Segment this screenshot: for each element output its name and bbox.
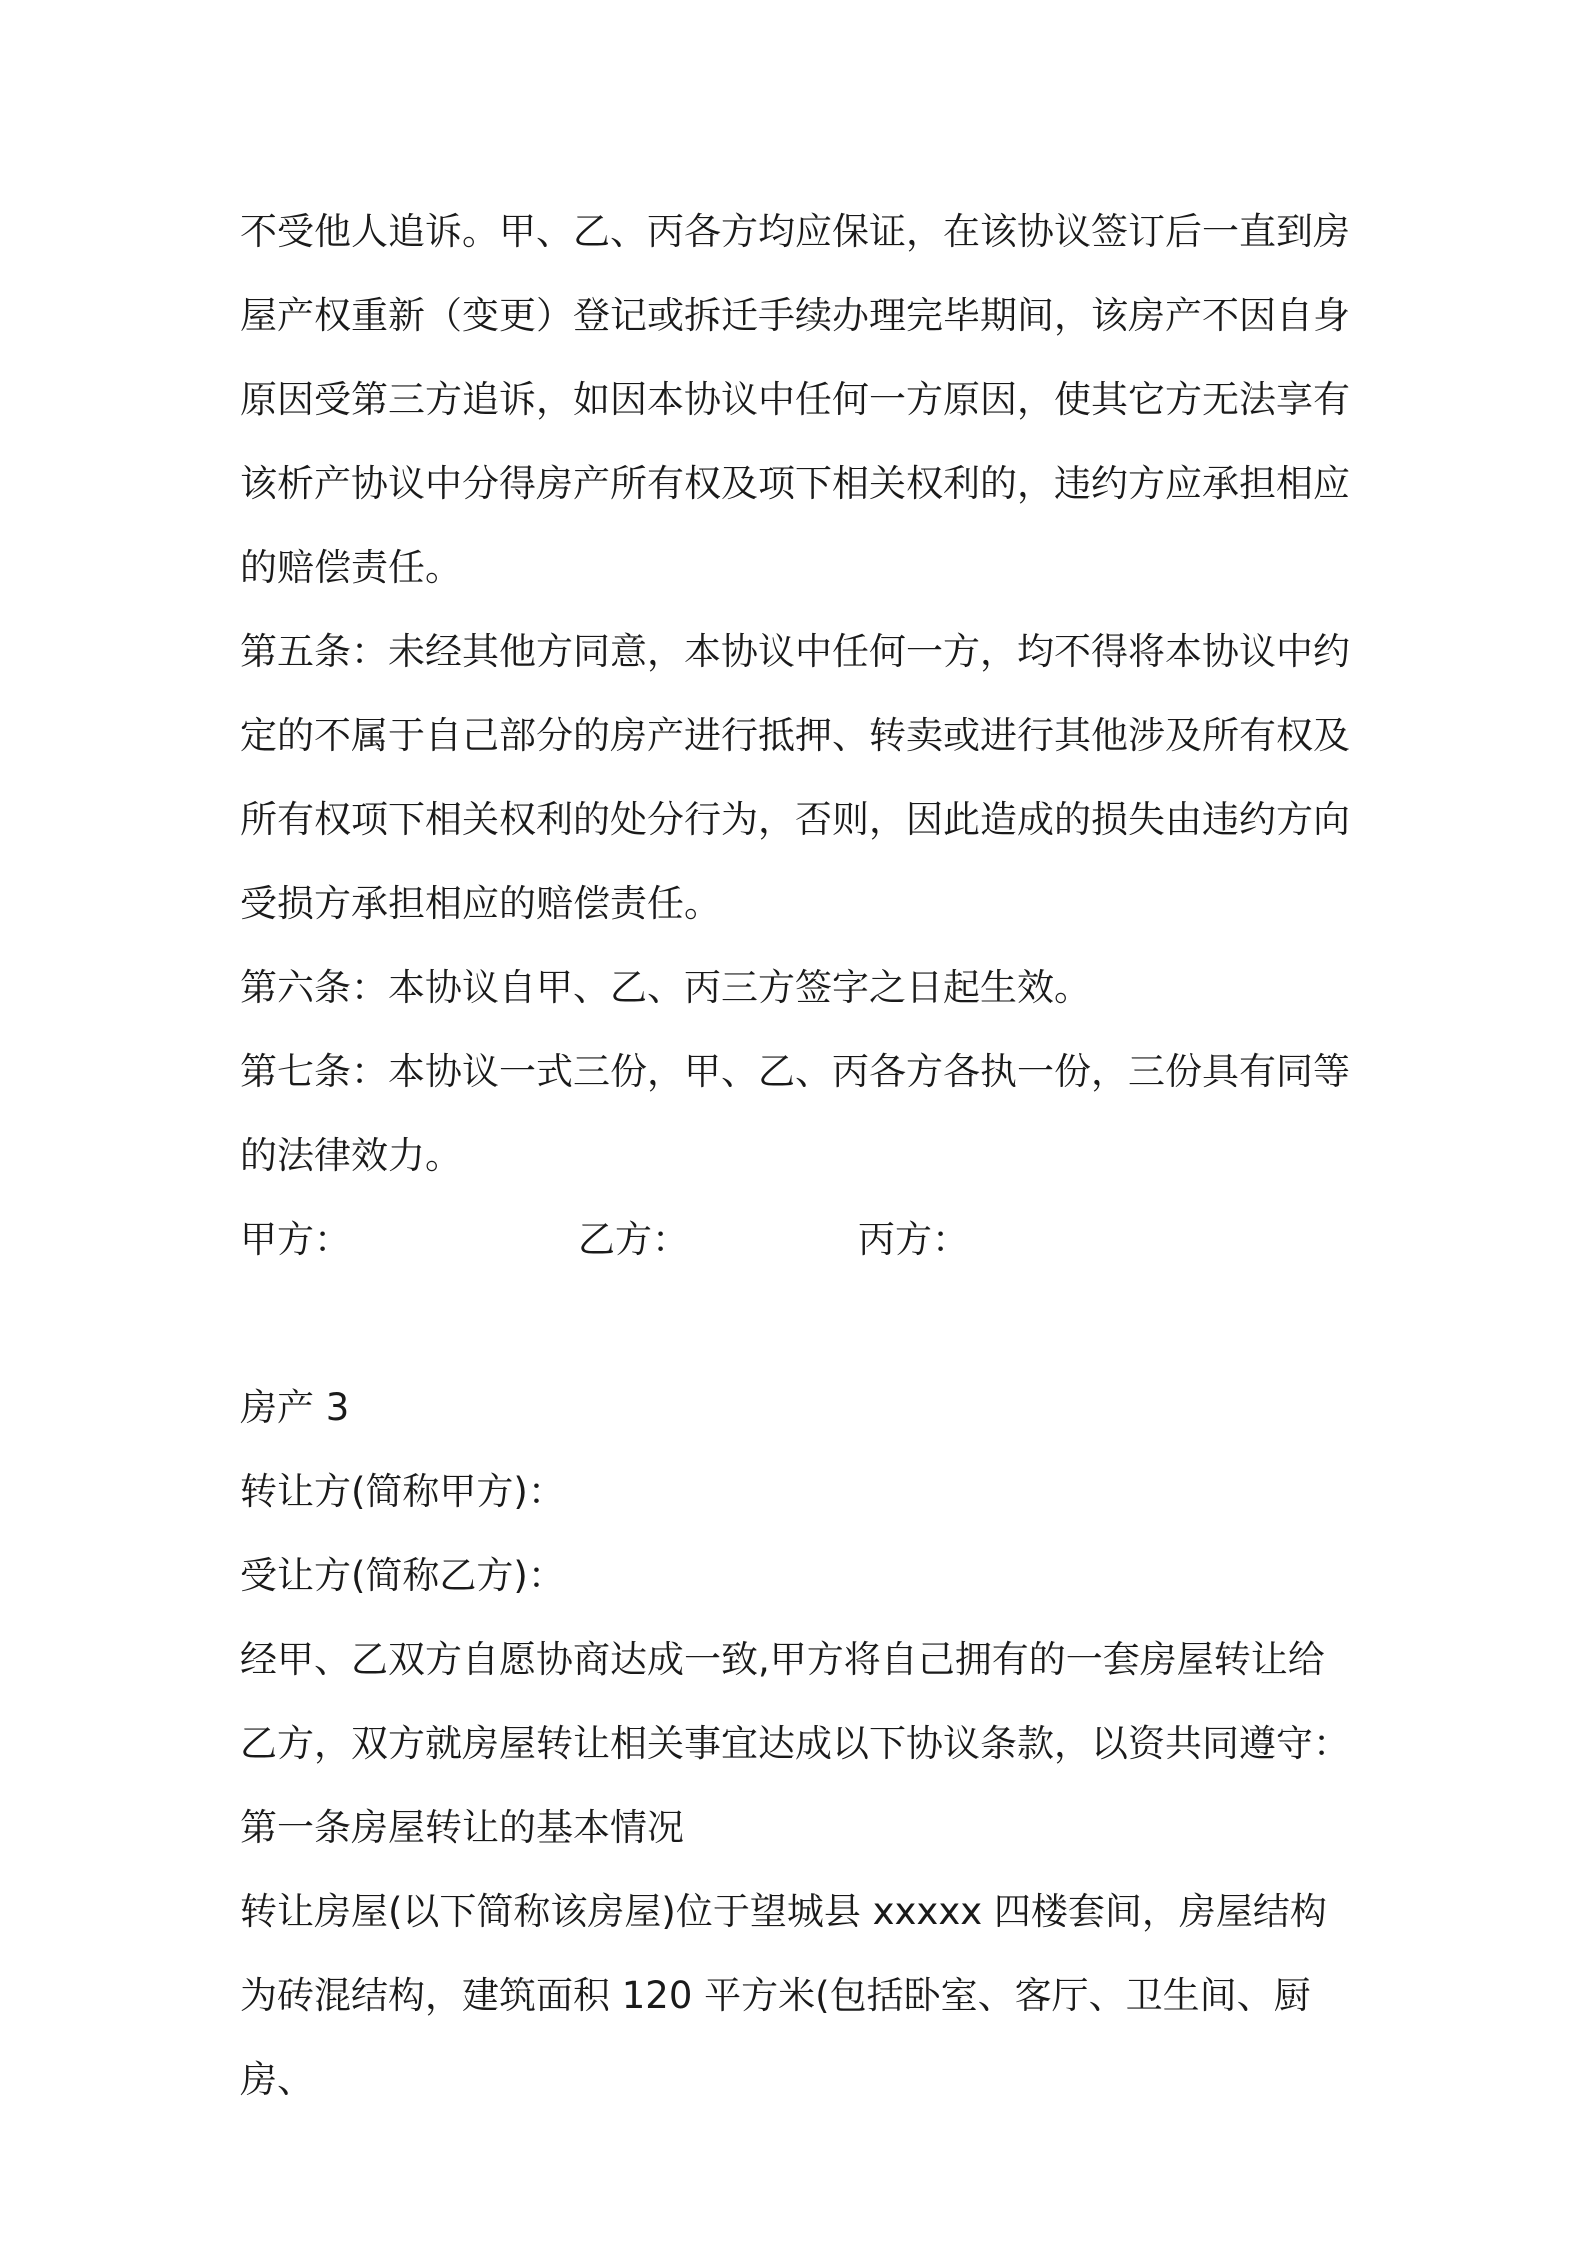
intro-paragraph: 经甲、乙双方自愿协商达成一致,甲方将自己拥有的一套房屋转让给乙方，双方就房屋转让相关事宜达成以下协议条款，以资共同遵守： [240, 1638, 1350, 1765]
article-1-body: 转让房屋(以下简称该房屋)位于望城县 xxxxx 四楼套间，房屋结构为砖混结构，建筑面积 120 平方米(包括卧室、客厅、卫生间、厨房、 [240, 1890, 1327, 2101]
paragraph-article-6: 第六条：本协议自甲、乙、丙三方签字之日起生效。 [240, 966, 1091, 1009]
transferee-line: 受让方(简称乙方)： [240, 1554, 565, 1597]
transferor-line: 转让方(简称甲方)： [240, 1470, 565, 1513]
signature-party-b: 乙方： [578, 1218, 689, 1261]
signature-party-c: 丙方： [858, 1218, 969, 1261]
signature-party-a: 甲方： [240, 1218, 351, 1261]
signature-line [240, 1198, 1360, 1282]
paragraph-article-7: 第七条：本协议一式三份，甲、乙、丙各方各执一份，三份具有同等的法律效力。 [240, 1050, 1350, 1177]
paragraph-liability: 不受他人追诉。甲、乙、丙各方均应保证，在该协议签订后一直到房屋产权重新（变更）登记或拆迁手续办理完毕期间，该房产不因自身原因受第三方追诉，如因本协议中任何一方原因，使其它方无法享有该析产协议中分得房产所有权及项下相关权利的，违约方应承担相应的赔偿责任。 [240, 210, 1350, 589]
section-title: 房产 3 [240, 1386, 350, 1429]
blank-line [240, 1282, 1360, 1366]
document-body [240, 190, 1360, 2122]
article-1-title: 第一条房屋转让的基本情况 [240, 1806, 684, 1849]
paragraph-article-5: 第五条：未经其他方同意，本协议中任何一方，均不得将本协议中约定的不属于自己部分的房产进行抵押、转卖或进行其他涉及所有权及所有权项下相关权利的处分行为，否则，因此造成的损失由违约方向受损方承担相应的赔偿责任。 [240, 630, 1350, 925]
